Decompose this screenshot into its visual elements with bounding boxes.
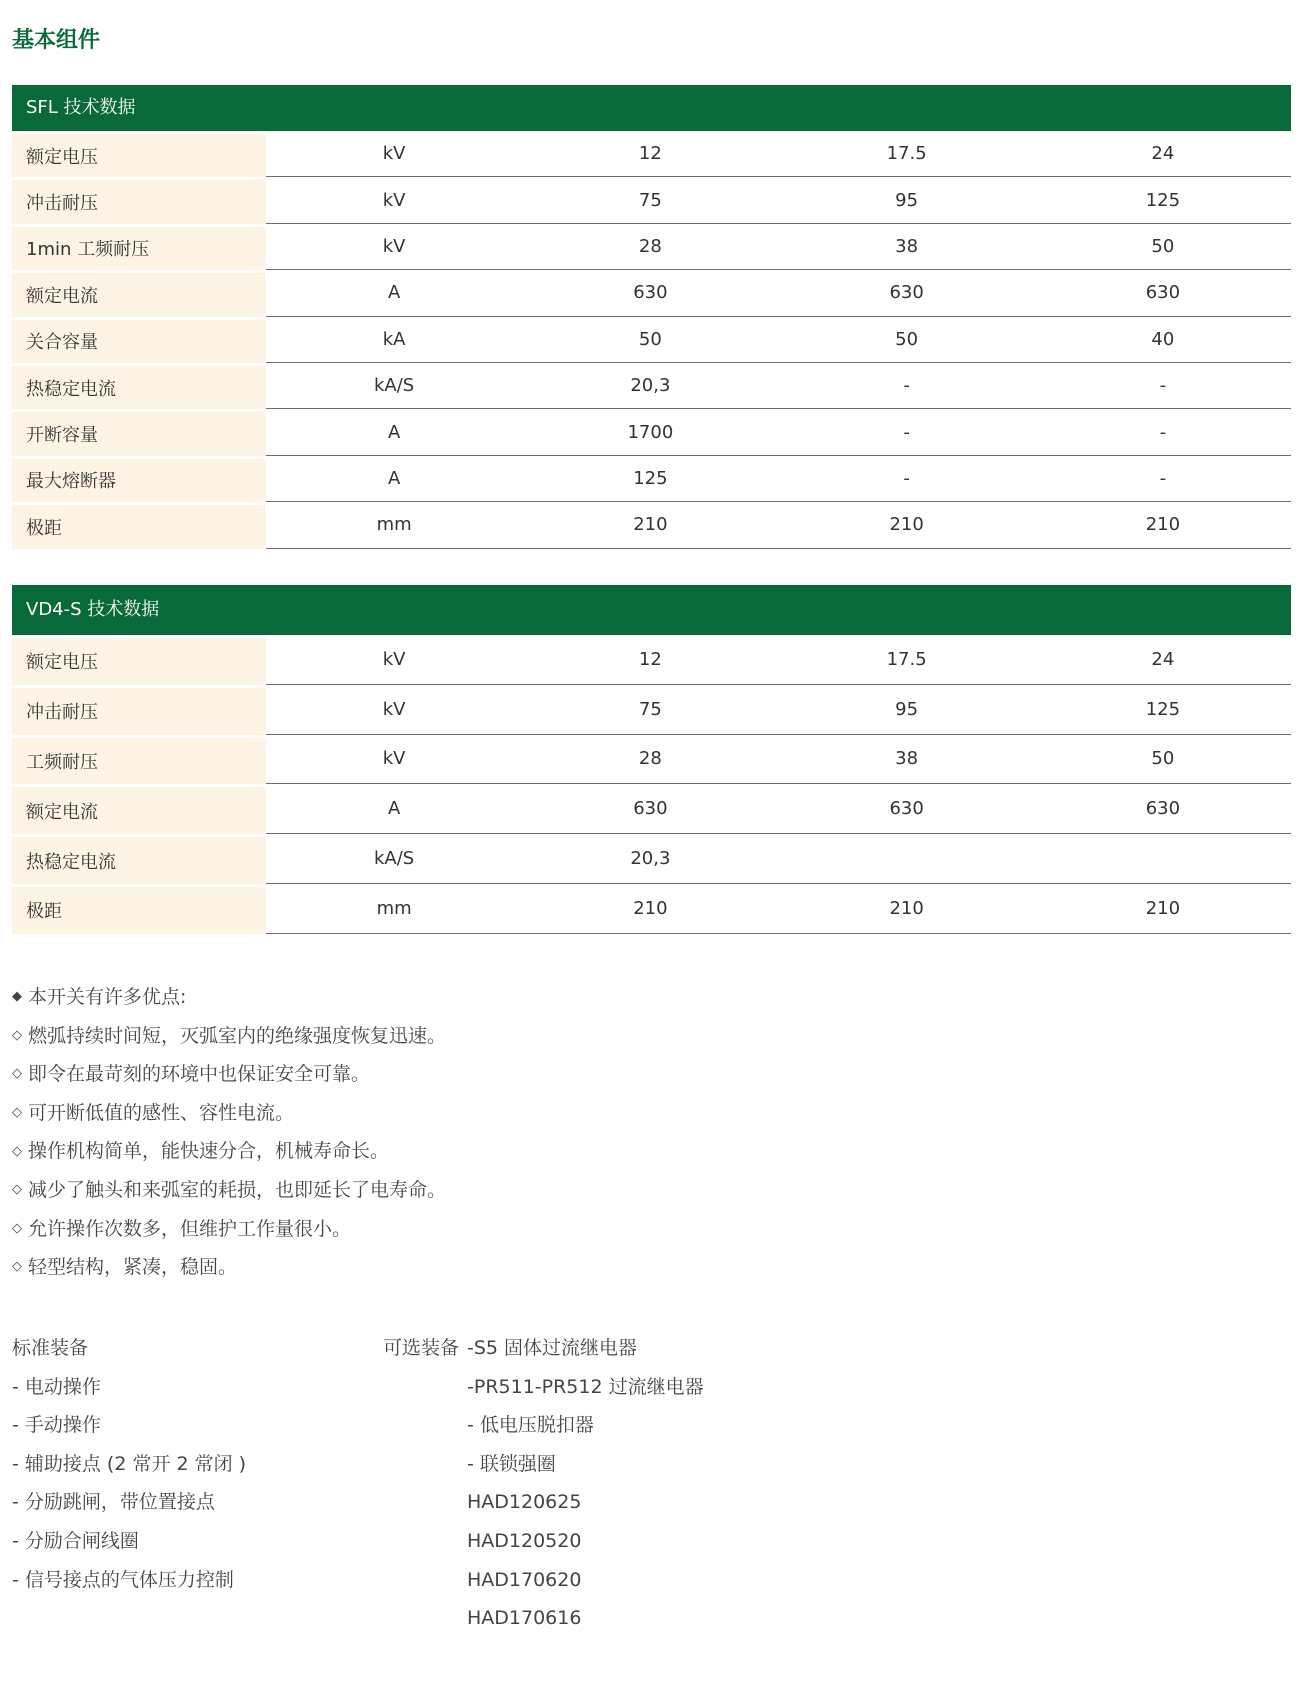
row-values: [266, 456, 1291, 502]
row-values: [266, 502, 1291, 548]
table-row: [12, 317, 1291, 363]
row-value: 75: [638, 189, 662, 211]
list-item-text: 减少了触头和来弧室的耗损，也即延长了电寿命。: [28, 1178, 447, 1201]
row-unit: kV: [382, 648, 406, 670]
row-label: 关合容量: [12, 317, 266, 363]
row-label: 工频耐压: [12, 735, 266, 785]
row-value: 630: [1145, 282, 1181, 304]
hollow-diamond-icon: ◇: [12, 1104, 22, 1120]
row-value: 210: [633, 897, 668, 919]
list-item: HAD120625: [467, 1491, 582, 1514]
row-unit: A: [387, 467, 401, 489]
row-value: 50: [638, 328, 662, 350]
list-item-text: 允许操作次数多，但维护工作量很小。: [28, 1217, 352, 1240]
row-value: 630: [889, 282, 924, 304]
list-item: [12, 1055, 446, 1094]
vd4-table-header: VD4-S 技术数据: [12, 585, 1291, 635]
row-values: [266, 784, 1291, 834]
row-unit: kA: [382, 328, 406, 350]
row-label: 1min 工频耐压: [12, 224, 266, 270]
page-title: 基本组件: [12, 28, 101, 53]
advantages-heading-text: 本开关有许多优点:: [28, 986, 187, 1008]
row-value: [1035, 834, 1291, 883]
row-value: 17.5: [886, 143, 927, 165]
row-label: 冲击耐压: [12, 685, 266, 735]
row-values: [266, 635, 1291, 685]
row-unit: kV: [382, 189, 406, 211]
row-value: 210: [889, 897, 924, 919]
row-value: 40: [1151, 328, 1175, 350]
table-row: [12, 884, 1291, 934]
row-value: [779, 834, 1035, 883]
row-values: [266, 834, 1291, 884]
row-unit: kV: [382, 235, 406, 257]
sfl-table-body: [12, 131, 1291, 549]
row-value: 95: [895, 698, 919, 720]
row-value: 210: [633, 514, 668, 536]
row-value: 20,3: [630, 375, 671, 397]
list-item-text: 燃弧持续时间短，灭弧室内的绝缘强度恢复迅速。: [28, 1024, 447, 1047]
row-value: -: [903, 467, 910, 489]
table-row: [12, 784, 1291, 834]
row-values: [266, 177, 1291, 223]
row-value: 210: [889, 514, 924, 536]
row-value: 630: [889, 798, 924, 820]
sfl-table-header: SFL 技术数据: [12, 85, 1291, 131]
table-row: [12, 502, 1291, 548]
hollow-diamond-icon: ◇: [12, 1066, 22, 1082]
row-value: 125: [1145, 698, 1181, 720]
row-values: [266, 884, 1291, 934]
list-item: - 电动操作: [12, 1375, 101, 1398]
table-row: [12, 834, 1291, 884]
table-row: [12, 363, 1291, 409]
row-value: 210: [1145, 514, 1181, 536]
row-unit: kA/S: [374, 848, 415, 870]
table-row: [12, 456, 1291, 502]
list-item: -PR511-PR512 过流继电器: [467, 1375, 704, 1398]
row-label: 额定电流: [12, 270, 266, 316]
list-item-text: 操作机构简单，能快速分合，机械寿命长。: [28, 1140, 390, 1163]
list-item-text: 可开断低值的感性、容性电流。: [28, 1101, 295, 1124]
row-value: -: [1159, 467, 1167, 489]
row-value: 1700: [627, 421, 674, 443]
row-value: 50: [895, 328, 919, 350]
row-value: 125: [633, 467, 668, 489]
row-values: [266, 409, 1291, 455]
table-row: [12, 635, 1291, 685]
table-row: [12, 131, 1291, 177]
row-value: 210: [1145, 897, 1181, 919]
list-item: - 分励合闸线圈: [12, 1529, 139, 1552]
list-item: [12, 1248, 446, 1287]
row-unit: kA/S: [374, 375, 415, 397]
row-values: [266, 363, 1291, 409]
optional-equipment-title: 可选装备: [383, 1337, 460, 1359]
row-unit: kV: [382, 698, 406, 720]
row-value: 630: [1145, 798, 1181, 820]
list-item: HAD120520: [467, 1529, 582, 1552]
advantages-list: [12, 978, 446, 1287]
list-item: - 低电压脱扣器: [467, 1414, 594, 1437]
list-item: [12, 1094, 446, 1133]
row-label: 极距: [12, 502, 266, 548]
row-label: 热稳定电流: [12, 363, 266, 409]
row-label: 极距: [12, 884, 266, 934]
row-unit: kV: [382, 143, 406, 165]
row-value: 630: [633, 282, 668, 304]
advantages-heading: [12, 978, 446, 1017]
standard-equipment-items: [12, 1368, 246, 1600]
row-values: [266, 131, 1291, 177]
list-item: HAD170616: [467, 1607, 582, 1630]
row-values: [266, 685, 1291, 735]
sfl-spec-table: [12, 85, 1291, 549]
row-label: 额定电压: [12, 635, 266, 685]
row-value: 28: [638, 748, 662, 770]
row-unit: mm: [376, 897, 412, 919]
row-unit: A: [387, 282, 401, 304]
filled-diamond-icon: ◆: [12, 989, 22, 1005]
list-item: [12, 1171, 446, 1210]
row-value: 38: [895, 748, 919, 770]
row-value: 50: [1151, 748, 1175, 770]
row-value: -: [903, 421, 910, 443]
list-item: - 分励跳闸，带位置接点: [12, 1491, 215, 1514]
table-row: [12, 224, 1291, 270]
row-unit: mm: [376, 514, 412, 536]
list-item: - 辅助接点 (2 常开 2 常闭 ): [12, 1452, 247, 1475]
optional-equipment-items: [467, 1329, 704, 1638]
optional-equipment-label: [383, 1329, 459, 1368]
optional-equipment: [467, 1329, 704, 1638]
row-values: [266, 317, 1291, 363]
row-values: [266, 224, 1291, 270]
row-value: 12: [638, 143, 662, 165]
row-value: 20,3: [630, 848, 671, 870]
table-row: [12, 177, 1291, 223]
row-value: -: [1159, 421, 1167, 443]
row-unit: A: [387, 798, 401, 820]
row-value: 95: [895, 189, 919, 211]
advantages-items: [12, 1017, 446, 1287]
hollow-diamond-icon: ◇: [12, 1027, 22, 1043]
list-item: - 联锁强圈: [467, 1452, 556, 1475]
row-values: [266, 270, 1291, 316]
row-unit: kV: [382, 748, 406, 770]
vd4-table-body: [12, 635, 1291, 934]
row-value: 24: [1151, 143, 1175, 165]
row-value: 50: [1151, 235, 1175, 257]
row-label: 额定电压: [12, 131, 266, 177]
list-item: [12, 1017, 446, 1056]
row-value: -: [903, 375, 910, 397]
row-label: 冲击耐压: [12, 177, 266, 223]
row-value: 630: [633, 798, 668, 820]
hollow-diamond-icon: ◇: [12, 1259, 22, 1275]
vd4-spec-table: [12, 585, 1291, 934]
standard-equipment-title: 标准装备: [12, 1337, 89, 1359]
list-item: -S5 固体过流继电器: [467, 1337, 638, 1359]
row-value: 125: [1145, 189, 1181, 211]
table-row: [12, 270, 1291, 316]
table-row: [12, 685, 1291, 735]
list-item-text: 即令在最苛刻的环境中也保证安全可靠。: [28, 1063, 371, 1086]
standard-equipment: [12, 1329, 246, 1599]
row-value: 75: [638, 698, 662, 720]
row-label: 额定电流: [12, 784, 266, 834]
row-label: 热稳定电流: [12, 834, 266, 884]
row-unit: A: [387, 421, 401, 443]
row-value: 38: [895, 235, 919, 257]
list-item: HAD170620: [467, 1568, 582, 1591]
row-label: 开断容量: [12, 409, 266, 455]
list-item: - 信号接点的气体压力控制: [12, 1568, 234, 1591]
table-row: [12, 735, 1291, 785]
hollow-diamond-icon: ◇: [12, 1182, 22, 1198]
list-item: [12, 1132, 446, 1171]
row-value: 17.5: [886, 648, 927, 670]
table-row: [12, 409, 1291, 455]
list-item: - 手动操作: [12, 1414, 101, 1437]
list-item-text: 轻型结构，紧凑，稳固。: [28, 1256, 238, 1279]
row-value: 24: [1151, 648, 1175, 670]
row-label: 最大熔断器: [12, 456, 266, 502]
row-values: [266, 735, 1291, 785]
row-value: -: [1159, 375, 1167, 397]
row-value: 28: [638, 235, 662, 257]
hollow-diamond-icon: ◇: [12, 1220, 22, 1236]
list-item: [12, 1210, 446, 1249]
hollow-diamond-icon: ◇: [12, 1143, 22, 1159]
row-value: 12: [638, 648, 662, 670]
